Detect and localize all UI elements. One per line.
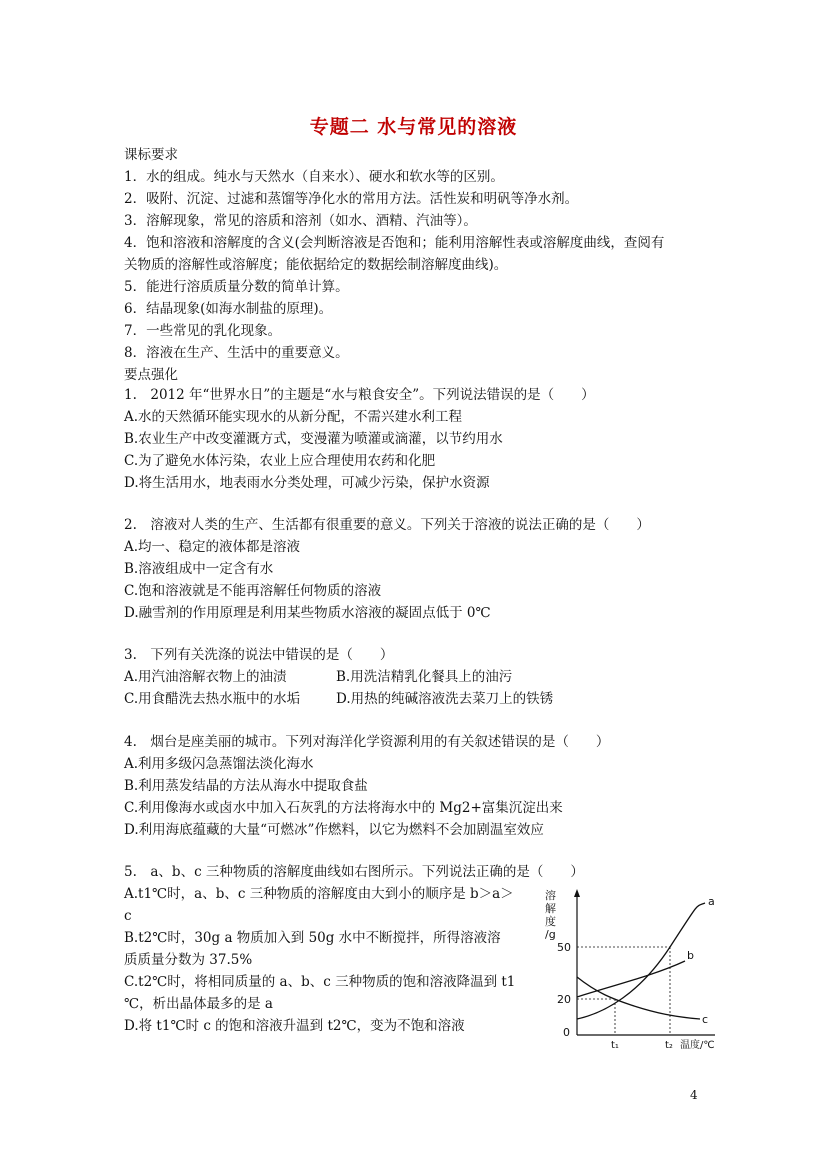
key-points-heading: 要点强化 [124, 367, 178, 383]
x-axis-label: 温度/℃ [680, 1040, 715, 1051]
solubility-chart-svg [535, 885, 725, 1055]
question-3-options-row-1 [124, 668, 512, 686]
question-1-stem: 1. 2012 年“世界水日”的主题是“水与粮食安全”。下列说法错误的是（ ） [124, 387, 595, 403]
standard-item: 4．饱和溶液和溶解度的含义(会判断溶液是否饱和；能利用溶解性表或溶解度曲线，查阅有 [124, 235, 665, 251]
question-5-option-c-continued: ℃，析出晶体最多的是 a [124, 996, 273, 1012]
y-axis-arrow [574, 889, 580, 897]
question-5-option-c: C.t2℃时，将相同质量的 a、b、c 三种物质的饱和溶液降温到 t1 [124, 974, 516, 990]
series-b-label: b [687, 949, 694, 962]
standard-item: 3．溶解现象，常见的溶质和溶剂（如水、酒精、汽油等）。 [124, 213, 477, 229]
standard-item: 5．能进行溶质质量分数的简单计算。 [124, 279, 349, 295]
question-4-option-d: D.利用海底蕴藏的大量“可燃冰”作燃料，以它为燃料不会加剧温室效应 [124, 822, 544, 838]
question-5-option-a: A.t1℃时，a、b、c 三种物质的溶解度由大到小的顺序是 b＞a＞ [124, 886, 514, 902]
question-2-option-b: B.溶液组成中一定含有水 [124, 561, 274, 577]
question-1-option-b: B.农业生产中改变灌溉方式，变漫灌为喷灌或滴灌，以节约用水 [124, 431, 503, 447]
question-3-option-d: D.用热的纯碱溶液洗去菜刀上的铁锈 [336, 691, 554, 707]
y-tick-0: 0 [563, 1026, 570, 1039]
standards-heading: 课标要求 [124, 147, 178, 163]
question-3-option-a: A.用汽油溶解衣物上的油渍 [124, 669, 287, 685]
question-5-option-d: D.将 t1℃时 c 的饱和溶液升温到 t2℃，变为不饱和溶液 [124, 1018, 465, 1034]
y-axis-label-1: 溶 [545, 889, 556, 902]
question-1-option-a: A.水的天然循环能实现水的从新分配，不需兴建水利工程 [124, 409, 463, 425]
curve-a [577, 903, 705, 1019]
standard-item-continued: 关物质的溶解性或溶解度；能依据给定的数据绘制溶解度曲线)。 [124, 257, 508, 273]
question-2-stem: 2. 溶液对人类的生产、生活都有很重要的意义。下列关于溶液的说法正确的是（ ） [124, 517, 650, 533]
question-5-stem: 5. a、b、c 三种物质的溶解度曲线如右图所示。下列说法正确的是（ ） [124, 864, 584, 880]
question-3-option-c: C.用食醋洗去热水瓶中的水垢 [124, 691, 301, 707]
question-2-option-a: A.均一、稳定的液体都是溶液 [124, 539, 301, 555]
x-tick-t1: t₁ [611, 1040, 619, 1051]
y-axis-label-2: 解 [545, 902, 556, 915]
page-title: 专题二 水与常见的溶液 [309, 116, 518, 138]
y-axis-label-3: 度 [545, 915, 556, 928]
question-4-stem: 4. 烟台是座美丽的城市。下列对海洋化学资源利用的有关叙述错误的是（ ） [124, 734, 610, 750]
question-2-option-c: C.饱和溶液就是不能再溶解任何物质的溶液 [124, 583, 382, 599]
question-1-option-d: D.将生活用水，地表雨水分类处理，可减少污染，保护水资源 [124, 475, 490, 491]
question-2-option-d: D.融雪剂的作用原理是利用某些物质水溶液的凝固点低于 0℃ [124, 605, 491, 621]
question-4-option-a: A.利用多级闪急蒸馏法淡化海水 [124, 756, 314, 772]
series-a-label: a [708, 895, 715, 908]
question-5-option-a-continued: c [124, 908, 132, 924]
standard-item: 7．一些常见的乳化现象。 [124, 323, 282, 339]
series-c-label: c [702, 1013, 709, 1026]
question-3-options-row-2 [124, 690, 553, 708]
question-4-option-b: B.利用蒸发结晶的方法从海水中提取食盐 [124, 778, 368, 794]
y-axis-label-4: /g [545, 928, 556, 941]
question-3-stem: 3. 下列有关洗涤的说法中错误的是（ ） [124, 647, 394, 663]
y-tick-50: 50 [557, 941, 571, 954]
question-4-option-c: C.利用像海水或卤水中加入石灰乳的方法将海水中的 Mg2+富集沉淀出来 [124, 800, 563, 816]
standard-item: 6．结晶现象(如海水制盐的原理)。 [124, 301, 333, 317]
solubility-chart [535, 885, 725, 1055]
y-tick-20: 20 [557, 993, 571, 1006]
question-5-option-b-continued: 质质量分数为 37.5% [124, 952, 253, 968]
page-number: 4 [690, 1088, 698, 1102]
question-3-option-b: B.用洗洁精乳化餐具上的油污 [336, 669, 513, 685]
question-5-option-b: B.t2℃时，30g a 物质加入到 50g 水中不断搅拌，所得溶液溶 [124, 930, 501, 946]
standard-item: 8．溶液在生产、生活中的重要意义。 [124, 345, 349, 361]
standard-item: 2．吸附、沉淀、过滤和蒸馏等净化水的常用方法。活性炭和明矾等净水剂。 [124, 191, 579, 207]
standard-item: 1．水的组成。纯水与天然水（自来水）、硬水和软水等的区别。 [124, 169, 504, 185]
x-tick-t2: t₂ [665, 1040, 673, 1051]
question-1-option-c: C.为了避免水体污染，农业上应合理使用农药和化肥 [124, 453, 436, 469]
